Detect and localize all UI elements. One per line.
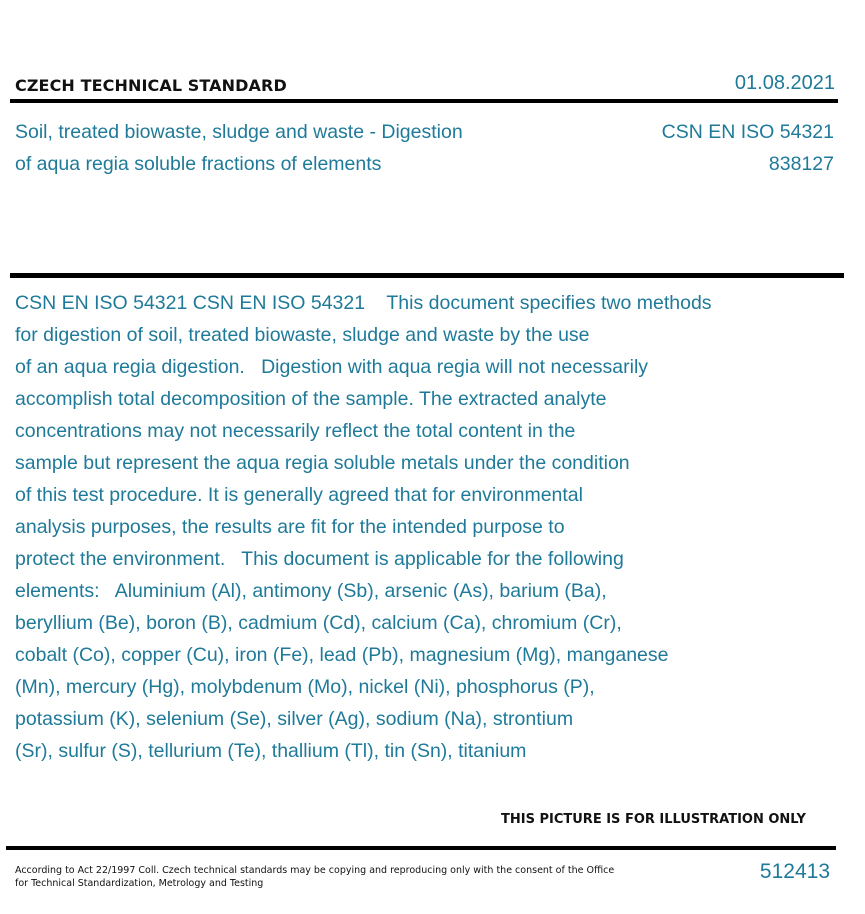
abstract-line: of this test procedure. It is generally agreed that for environmental xyxy=(15,484,583,506)
illustration-disclaimer: THIS PICTURE IS FOR ILLUSTRATION ONLY xyxy=(501,812,806,827)
standard-title-line: Soil, treated biowaste, sludge and waste - Digestion xyxy=(15,121,463,143)
legal-notice-line: According to Act 22/1997 Coll. Czech technical standards may be copying and reproducing only with the consent of the Office xyxy=(15,865,615,876)
abstract-line: of an aqua regia digestion. Digestion with aqua regia will not necessarily xyxy=(15,356,649,378)
abstract-line: (Sr), sulfur (S), tellurium (Te), thallium (Tl), tin (Sn), titanium xyxy=(15,740,527,762)
standard-title xyxy=(15,116,555,180)
abstract-line: CSN EN ISO 54321 CSN EN ISO 54321 This document specifies two methods xyxy=(15,292,712,314)
document-heading: CZECH TECHNICAL STANDARD xyxy=(15,76,287,95)
abstract-line: elements: Aluminium (Al), antimony (Sb), arsenic (As), barium (Ba), xyxy=(15,580,607,602)
abstract-line: sample but represent the aqua regia soluble metals under the condition xyxy=(15,452,630,474)
footer-rule xyxy=(6,846,836,850)
abstract-line: for digestion of soil, treated biowaste, sludge and waste by the use xyxy=(15,324,590,346)
legal-notice-line: for Technical Standardization, Metrology and Testing xyxy=(15,878,264,889)
standard-code: CSN EN ISO 54321 xyxy=(661,121,834,143)
publication-date: 01.08.2021 xyxy=(734,72,835,94)
abstract-line: concentrations may not necessarily reflect the total content in the xyxy=(15,420,576,442)
standard-identifiers xyxy=(662,116,834,180)
abstract-text xyxy=(15,287,795,767)
catalog-number: 512413 xyxy=(759,860,830,883)
abstract-line: analysis purposes, the results are fit for the intended purpose to xyxy=(15,516,565,538)
standard-number: 838127 xyxy=(768,153,834,175)
abstract-line: potassium (K), selenium (Se), silver (Ag), sodium (Na), strontium xyxy=(15,708,574,730)
section-rule xyxy=(10,273,844,278)
abstract-line: protect the environment. This document is applicable for the following xyxy=(15,548,624,570)
abstract-line: (Mn), mercury (Hg), molybdenum (Mo), nickel (Ni), phosphorus (P), xyxy=(15,676,595,698)
standard-title-line: of aqua regia soluble fractions of elements xyxy=(15,153,382,175)
legal-notice xyxy=(15,864,615,890)
abstract-line: beryllium (Be), boron (B), cadmium (Cd), calcium (Ca), chromium (Cr), xyxy=(15,612,622,634)
abstract-line: cobalt (Co), copper (Cu), iron (Fe), lead (Pb), magnesium (Mg), manganese xyxy=(15,644,669,666)
header-rule xyxy=(10,99,838,103)
abstract-line: accomplish total decomposition of the sample. The extracted analyte xyxy=(15,388,607,410)
